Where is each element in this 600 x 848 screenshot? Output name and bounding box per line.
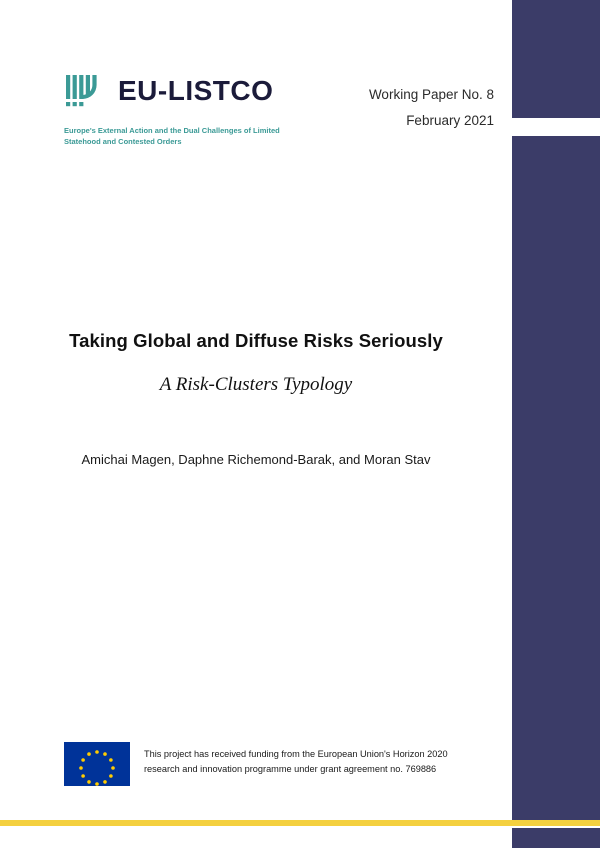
funding-line-1: This project has received funding from the European Union's Horizon 2020 [144,749,448,759]
author-list: Amichai Magen, Daphne Richemond-Barak, and Moran Stav [81,452,431,467]
eu-flag-icon [64,742,130,786]
funding-text [144,742,448,777]
page-subtitle: A Risk-Clusters Typology [159,374,353,395]
page-title: Taking Global and Diffuse Risks Seriously [69,330,443,351]
right-accent-bar-main [512,136,600,820]
funding-statement [64,742,494,786]
page-header [0,68,512,168]
eu-listco-mark-icon [64,72,104,110]
title-block [0,330,512,467]
right-accent-bar-top [512,0,600,118]
eu-listco-logo [64,72,364,148]
working-paper-number: Working Paper No. 8 [368,87,494,102]
eu-listco-wordmark: EU-LISTCO [118,75,274,106]
eu-listco-tagline: Europe's External Action and the Dual Challenges of Limited Statehood and Contested Orders [64,126,280,146]
bottom-yellow-rule-right [512,820,600,826]
right-accent-bar-bottom [512,828,600,848]
funding-line-2: research and innovation programme under grant agreement no. 769886 [144,764,437,775]
publication-date: February 2021 [406,112,494,128]
bottom-yellow-rule [0,820,600,826]
paper-meta [369,82,494,133]
